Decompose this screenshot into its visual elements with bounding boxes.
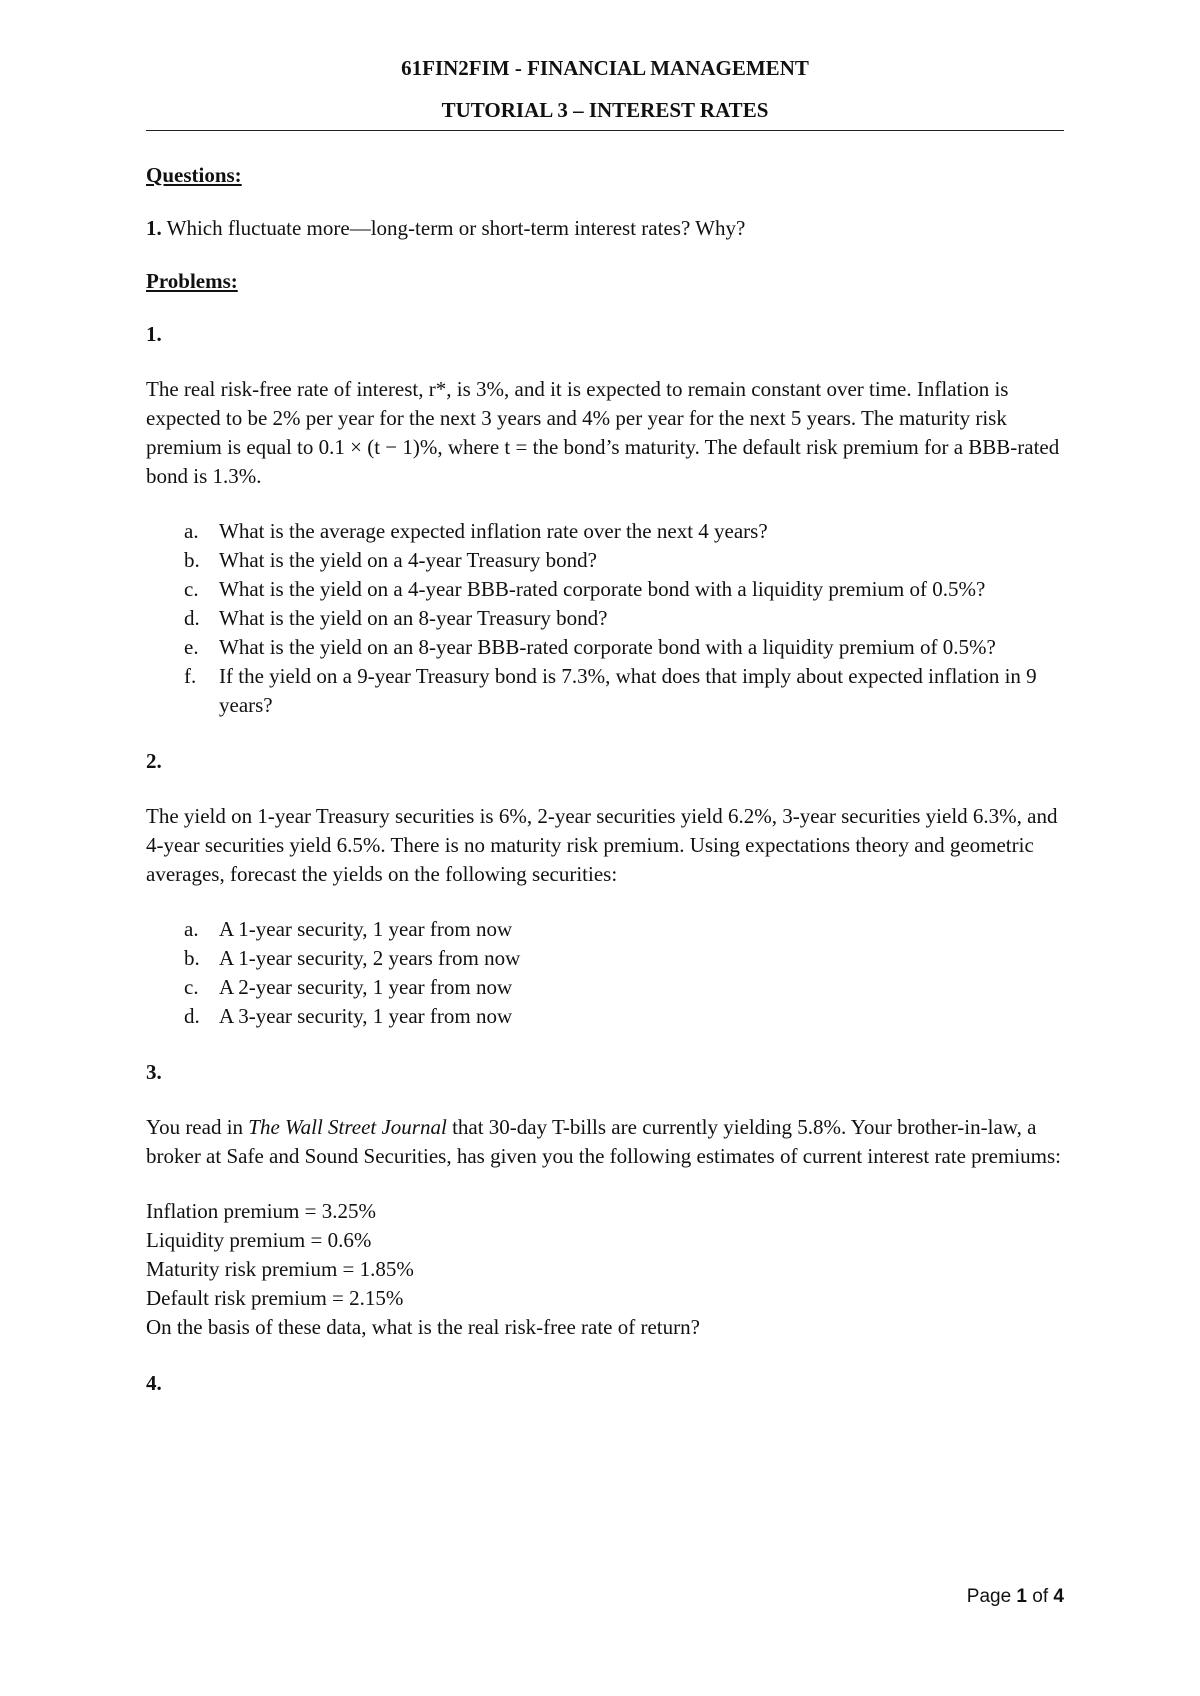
- list-item: [146, 517, 1064, 546]
- part-text: What is the yield on an 8-year Treasury bond?: [219, 606, 608, 630]
- list-item: [146, 662, 1064, 720]
- part-letter: a.: [184, 917, 199, 941]
- list-item: [146, 604, 1064, 633]
- course-title: 61FIN2FIM - FINANCIAL MANAGEMENT: [401, 56, 809, 80]
- problem-3-body-post: that 30-day T-bills are currently yielding 5.8%. Your brother-in-law, a broker at Safe and Sound Securities, has given you the following estimates of current interest rate premiums:: [146, 1115, 1062, 1168]
- publication-title: The Wall Street Journal: [248, 1115, 447, 1139]
- part-text: A 1-year security, 1 year from now: [219, 917, 513, 941]
- part-text: If the yield on a 9-year Treasury bond is 7.3%, what does that imply about expected inflation in 9 years?: [219, 664, 1037, 717]
- page-number: 1: [1016, 1586, 1027, 1607]
- tutorial-title: TUTORIAL 3 – INTEREST RATES: [441, 98, 769, 122]
- question-text: Which fluctuate more—long-term or short-term interest rates? Why?: [166, 216, 746, 240]
- part-text: What is the yield on a 4-year Treasury bond?: [219, 548, 597, 572]
- part-letter: c.: [184, 975, 199, 999]
- part-letter: c.: [184, 577, 199, 601]
- part-text: What is the yield on an 8-year BBB-rated corporate bond with a liquidity premium of 0.5%?: [219, 635, 996, 659]
- problem-1-body: The real risk-free rate of interest, r*, is 3%, and it is expected to remain constant over time. Inflation is expected to be 2% per year for the next 3 years and 4% per year for the next 5 years. The maturity risk premium is equal to 0.1 × (t − 1)%, where t = the bond’s maturity. The default risk premium for a BBB-rated bond is 1.3%.: [146, 377, 1060, 488]
- list-item: [146, 575, 1064, 604]
- part-text: What is the average expected inflation rate over the next 4 years?: [219, 519, 768, 543]
- part-text: What is the yield on a 4-year BBB-rated corporate bond with a liquidity premium of 0.5%?: [219, 577, 986, 601]
- problems-heading: Problems:: [146, 269, 238, 293]
- part-text: A 1-year security, 2 years from now: [219, 946, 521, 970]
- list-item: [146, 1002, 1064, 1031]
- premium-line: Liquidity premium = 0.6%: [146, 1228, 372, 1252]
- list-item: [146, 546, 1064, 575]
- problem-2-parts: [146, 915, 1064, 1031]
- problem-1-number: 1.: [146, 322, 162, 346]
- problem-1-parts: [146, 517, 1064, 720]
- header-rule: [146, 130, 1064, 131]
- premium-line: Default risk premium = 2.15%: [146, 1286, 404, 1310]
- part-letter: f.: [184, 664, 197, 688]
- part-text: A 3-year security, 1 year from now: [219, 1004, 513, 1028]
- part-letter: d.: [184, 1004, 200, 1028]
- part-letter: e.: [184, 635, 199, 659]
- question-item: [146, 214, 1064, 243]
- problem-2-body: The yield on 1-year Treasury securities is 6%, 2-year securities yield 6.2%, 3-year securities yield 6.3%, and 4-year securities yield 6.5%. There is no maturity risk premium. Using expectations theory and geometric averages, forecast the yields on the following securities:: [146, 804, 1058, 886]
- list-item: [146, 633, 1064, 662]
- problem-3-body-pre: You read in: [146, 1115, 249, 1139]
- questions-heading: Questions:: [146, 163, 242, 187]
- of-word: of: [1032, 1586, 1049, 1607]
- part-letter: b.: [184, 548, 200, 572]
- premium-line: Maturity risk premium = 1.85%: [146, 1257, 414, 1281]
- problem-3-body: [146, 1113, 1064, 1171]
- premium-line: Inflation premium = 3.25%: [146, 1199, 376, 1223]
- page-word: Page: [966, 1586, 1012, 1607]
- part-letter: a.: [184, 519, 199, 543]
- problem-4-number: 4.: [146, 1371, 162, 1395]
- page-total: 4: [1053, 1586, 1064, 1607]
- document-page: [146, 56, 1064, 1424]
- part-letter: b.: [184, 946, 200, 970]
- question-number: 1.: [146, 216, 162, 240]
- premium-list: [146, 1197, 1064, 1342]
- list-item: [146, 973, 1064, 1002]
- problem-3-question: On the basis of these data, what is the real risk-free rate of return?: [146, 1315, 700, 1339]
- list-item: [146, 944, 1064, 973]
- page-footer: [967, 1586, 1064, 1608]
- part-letter: d.: [184, 606, 200, 630]
- problem-3-number: 3.: [146, 1060, 162, 1084]
- problem-2-number: 2.: [146, 749, 162, 773]
- list-item: [146, 915, 1064, 944]
- part-text: A 2-year security, 1 year from now: [219, 975, 513, 999]
